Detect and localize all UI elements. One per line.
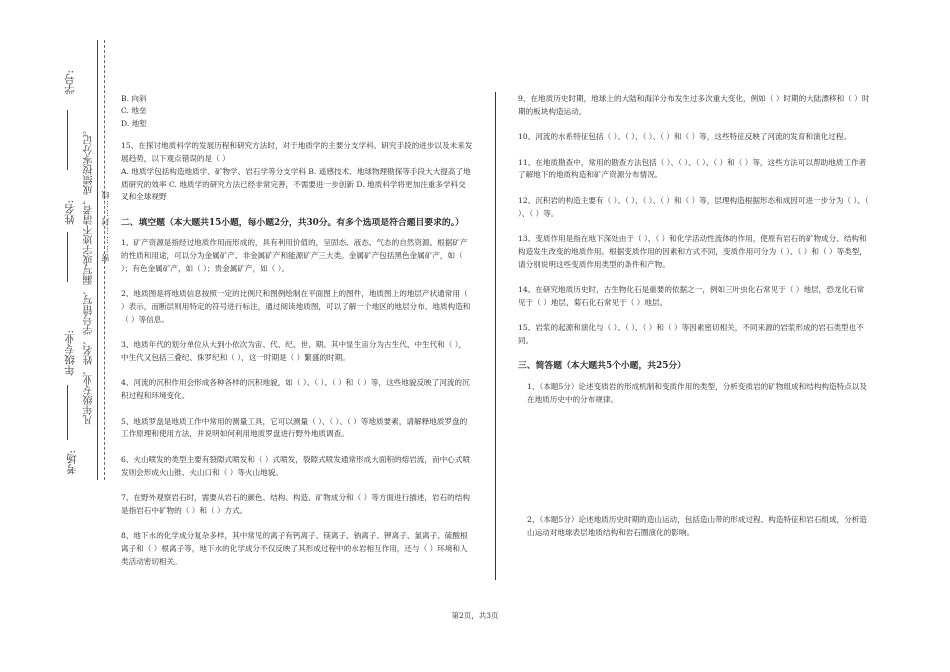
fill-question-4: 4、河流的沉积作用会形成各种各样的沉积地貌，如（ ）、（ ）、（ ）和（ ）等，这些地貌反映了河流的沉积过程和环境变化。 <box>121 378 470 401</box>
fill-question-14: 14、在研究地质历史时，古生物化石是重要的依据之一，例如三叶虫化石常见于（ ）地层，恐龙化石常见于（ ）地层，菊石化石常见于（ ）地层。 <box>518 284 865 307</box>
binding-margin <box>0 0 115 672</box>
name-blank <box>67 232 68 282</box>
exam-room-label: 考场: <box>66 450 78 475</box>
seal-line-text: 密………封……线 <box>101 190 110 262</box>
binding-solid-line <box>97 40 98 480</box>
fill-question-3: 3、地质年代的划分单位从大到小依次为宙、代、纪、世、期。其中显生宙分为古生代、中生代和（ ），中生代又包括三叠纪、侏罗纪和（ ），这一时期是（ ）繁盛的时期。 <box>121 340 467 363</box>
fill-question-6: 6、火山喷发的类型主要有裂隙式喷发和（ ）式喷发，裂隙式喷发通常形成大面积的熔岩流，而中心式喷发则会形成火山锥、火山口和（ ）等火山地貌。 <box>121 454 470 477</box>
student-id-blank <box>67 110 68 170</box>
short-question-1: 1、（本题5分）论述变质岩的形成机制和变质作用的类型，分析变质岩的矿物组成和结构构造特点以及在地质历史中的分布规律。 <box>527 381 867 404</box>
option-b: B. 向斜 <box>121 94 147 103</box>
option-d: D. 地堑 <box>121 118 147 128</box>
option-c: C. 地垒 <box>121 106 147 116</box>
left-column <box>121 93 473 581</box>
student-id-label: 学号: <box>64 70 76 95</box>
question-15-options: A. 地质学包括构造地质学、矿物学、岩石学等分支学科 B. 遥感技术、地球物理勘探等手段大大提高了地质研究的效率 C. 地质学的研究方法已经非常完善，不需要进一步创新 D. 地质科学将更加注重多学科交叉和全球视野 <box>121 166 471 202</box>
fill-question-5: 5、地质罗盘是地质工作中常用的测量工具，它可以测量（ ）、（ ）、（ ）等地质要素，请解释地质罗盘的工作原理和使用方法，并说明如何利用地质罗盘进行野外地质调查。 <box>121 416 468 439</box>
fill-question-8: 8、地下水的化学成分复杂多样，其中常见的离子有钙离子、镁离子、钠离子、钾离子、氯离子、硫酸根离子和（ ）根离子等，地下水的化学成分不仅反映了其形成过程中的水岩相互作用，还与（ ）环境和人类活动密切相关。 <box>121 531 468 566</box>
fill-question-15: 15、岩浆的起源和演化与（ ）、（ ）、（ ）和（ ）等因素密切相关，不同来源的岩浆形成的岩石类型也不同。 <box>518 323 864 345</box>
major-grade-label: 年级专业: <box>64 330 76 376</box>
fill-question-1: 1、矿产资源是指经过地质作用而形成的，具有利用价值的，呈固态、液态、气态的自然资源。根据矿产的性质和用途，可以分为金属矿产、非金属矿产和能源矿产三大类。金属矿产包括黑色金属矿产，如（ ）；有色金属矿产，如（ ）；贵金属矿产，如（ ）。 <box>121 238 468 273</box>
fill-question-12: 12、沉积岩的构造主要有（ ）、（ ）、（ ）、（ ）和（ ）等，层理构造根据形态和成因可进一步分为（ ）、（ ）、（ ）等。 <box>518 195 869 218</box>
fill-question-11: 11、在地质勘查中，常用的勘查方法包括（ ）、（ ）、（ ）、（ ）和（ ）等，这些方法可以帮助地质工作者了解地下的地质构造和矿产资源分布情况。 <box>518 157 867 180</box>
fill-question-7: 7、在野外观察岩石时，需要从岩石的颜色、结构、构造、矿物成分和（ ）等方面进行描述，岩石的结构是指岩石中矿物的（ ）和（ ）方式。 <box>121 493 470 515</box>
fill-question-9: 9、在地质历史时期，地球上的大陆和海洋分布发生过多次重大变化，例如（ ）时期的大陆漂移和（ ）时期的板块构造运动。 <box>518 94 870 116</box>
short-question-2: 2、（本题5分）论述地质历史时期的造山运动，包括造山带的形成过程、构造特征和岩石组成，分析造山运动对地球表层地质结构和岩石圈演化的影响。 <box>527 515 867 538</box>
section-3-title: 三、简答题（本大题共5个小题，共25分） <box>518 361 686 372</box>
name-label: 姓名: <box>64 200 76 225</box>
section-2-title: 二、填空题（本大题共15小题，每小题2分，共30分。有多个选项是符合题目要求的。） <box>121 217 464 228</box>
page-footer: 第2页，共3页 <box>451 611 499 620</box>
binding-notice: 凡年级专业、姓名、学号错写、漏写或字迹不清者，成绩按零分记。 <box>84 125 95 425</box>
column-divider <box>495 92 496 580</box>
question-15-text: 15、在探讨地质科学的发展历程和研究方法时，对于地质学的主要分支学科、研究手段的进步以及未来发展趋势，以下观点错误的是（ ） <box>121 141 473 164</box>
right-column <box>518 93 870 540</box>
fill-question-2: 2、地质图是将地质信息按照一定的比例尺和图例绘制在平面图上的图件，地质图上的地层产状通常用（ ）表示，而断层则用特定的符号进行标注，通过阅读地质图，可以了解一个地区的地层分布、地质构造和（ ）等信息。 <box>121 289 471 324</box>
fill-question-10: 10、河流的水系特征包括（ ）、（ ）、（ ）、（ ）和（ ）等，这些特征反映了河流的发育和演化过程。 <box>518 132 852 142</box>
major-grade-blank <box>67 385 68 440</box>
fill-question-13: 13、变质作用是指在地下深处由于（ ）、（ ）和化学活动性流体的作用，使原有岩石的矿物成分、结构和构造发生改变的地质作用。根据变质作用的因素和方式不同，变质作用可分为（ ）、（ ）和（ ）等类型，请分别说明这些变质作用类型的条件和产物。 <box>518 233 867 269</box>
